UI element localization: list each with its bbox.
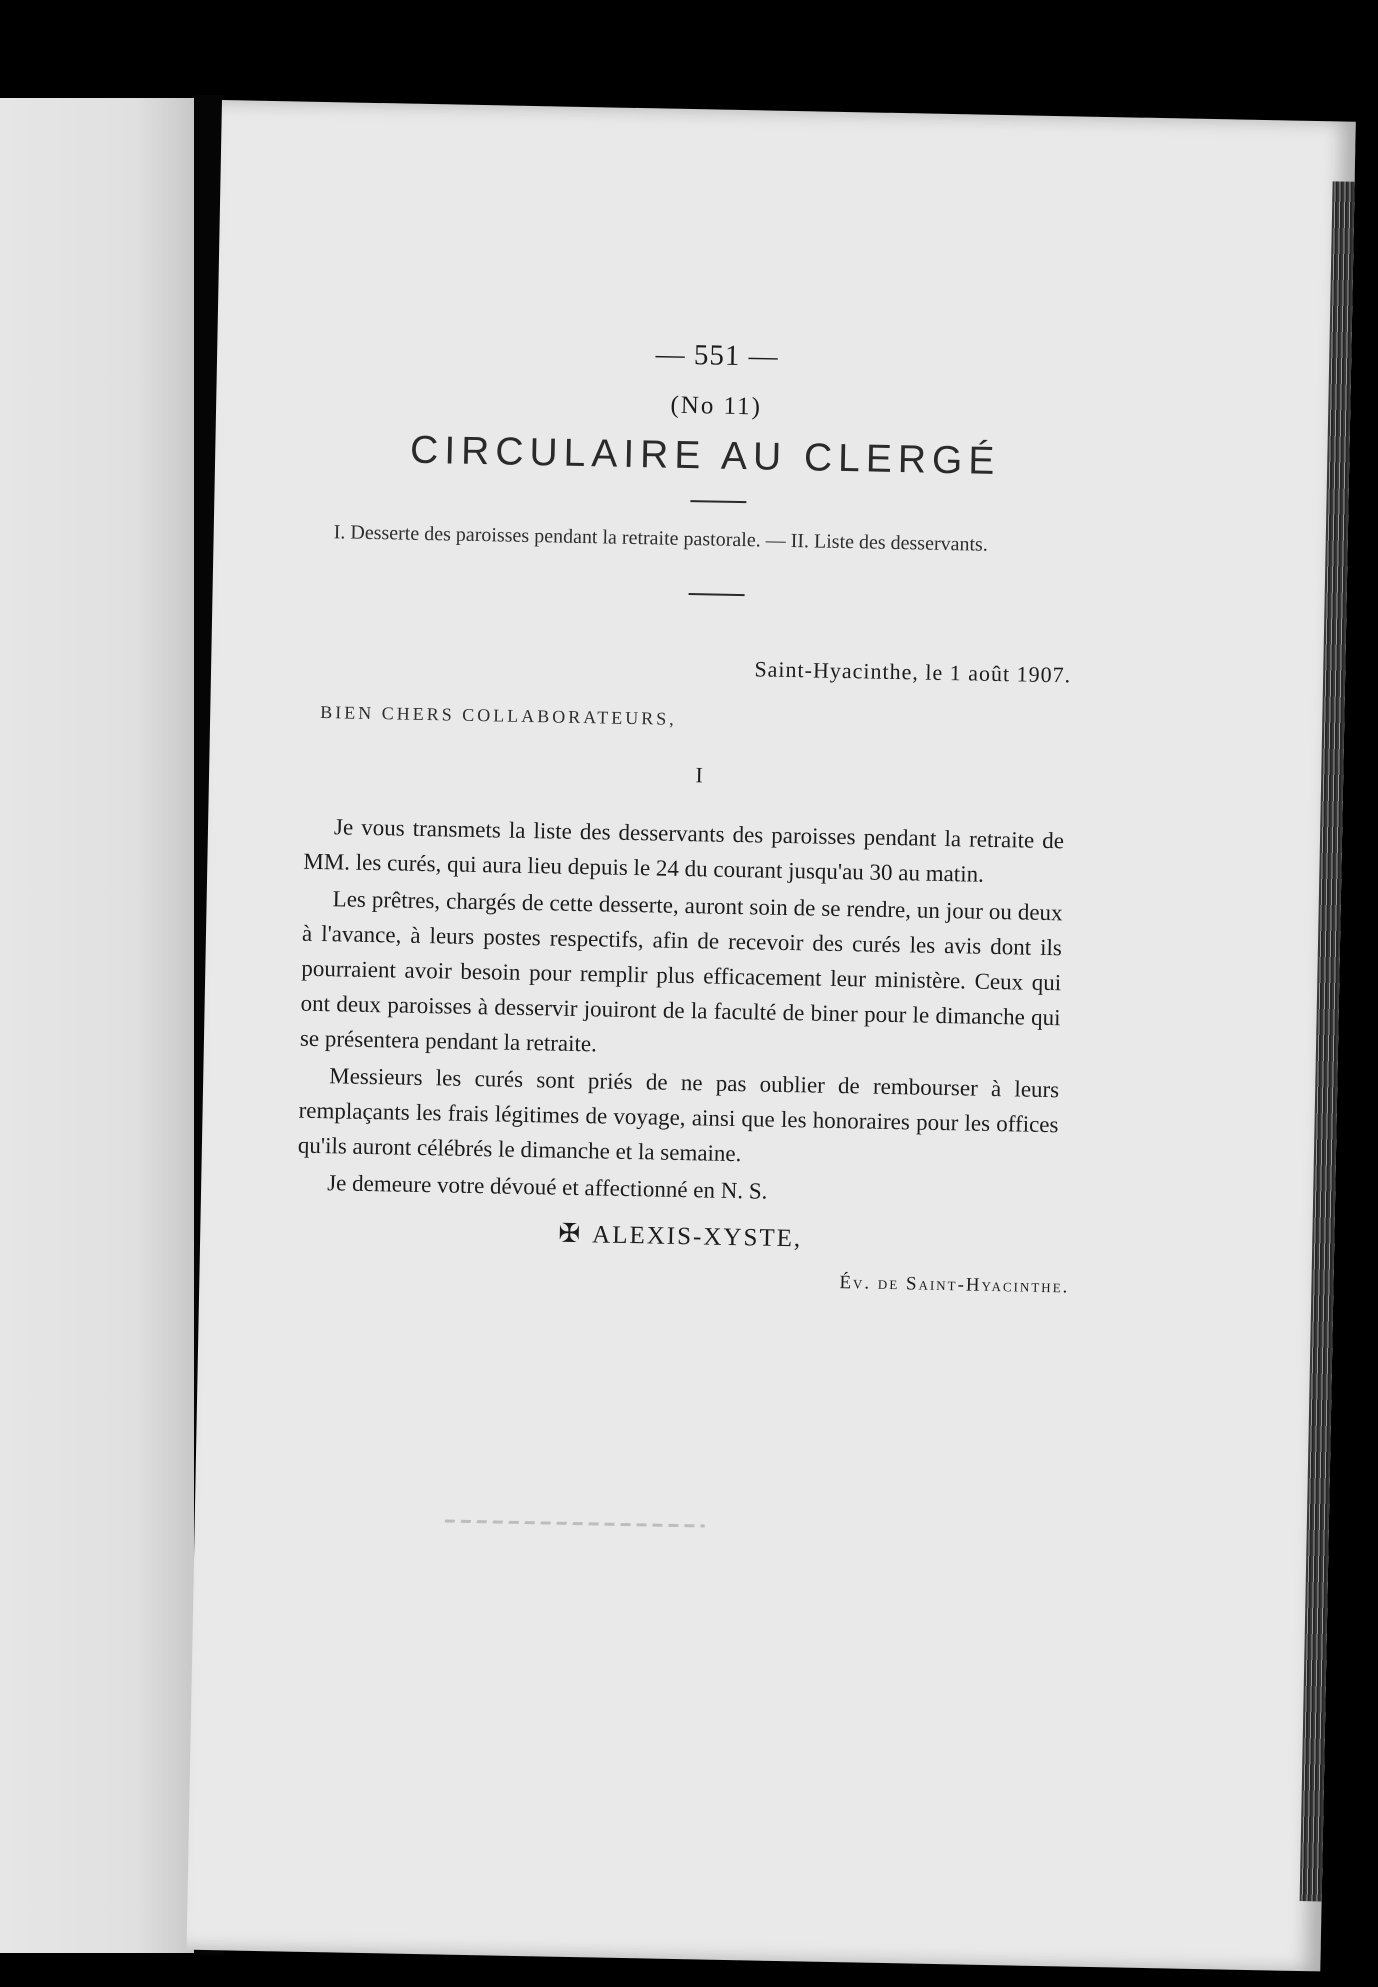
place-date: Saint-Hyacinthe, le 1 août 1907.: [754, 656, 1072, 688]
closing-line: Je demeure votre dévoué et affectionné en N. S.: [326, 1170, 768, 1204]
signature-title: Év. de Saint-Hyacinthe.: [839, 1272, 1070, 1298]
paragraph: Messieurs les curés sont priés de ne pas oublier de rembourser à leurs remplaçants les frais légitimes de voyage, ainsi que les honoraires pour les offices qu'ils auront célébrés le dimanche et la semaine.: [297, 1063, 1060, 1167]
ornament-rule: [445, 1520, 705, 1528]
summary: I. Desserte des paroisses pendant la retraite pastorale. — II. Liste des desservants.: [333, 521, 989, 556]
paragraph: Les prêtres, chargés de cette desserte, auront soin de se rendre, un jour ou deux à l'avance, à leurs postes respectifs, afin de recevoir des curés les avis dont ils pourraient avoir besoin pour remplir plus efficacement leur ministère. Ceux qui ont deux paroisses à desservir jouiront de la faculté de biner pour le dimanche qui se présentera pendant la retraite.: [299, 886, 1063, 1057]
divider: [690, 500, 746, 503]
salutation: BIEN CHERS COLLABORATEURS,: [320, 702, 677, 729]
page-number: — 551 —: [655, 338, 779, 373]
left-page: [0, 98, 194, 1953]
signature: [370, 1215, 990, 1257]
divider: [689, 593, 745, 596]
section-numeral: I: [695, 762, 704, 788]
signature-name: ALEXIS-XYSTE,: [591, 1221, 803, 1253]
page-edge: [1300, 181, 1355, 1901]
right-page: [186, 100, 1355, 1971]
page-content: [289, 332, 1072, 1298]
page-title: CIRCULAIRE AU CLERGÉ: [409, 428, 1001, 484]
paragraph: Je vous transmets la liste des desservants des paroisses pendant la retraite de MM. les curés, qui aura lieu depuis le 24 du courant jusqu'au 30 au matin.: [303, 814, 1065, 887]
circular-number: (No 11): [670, 391, 763, 421]
cross-icon: ✠: [558, 1218, 583, 1249]
